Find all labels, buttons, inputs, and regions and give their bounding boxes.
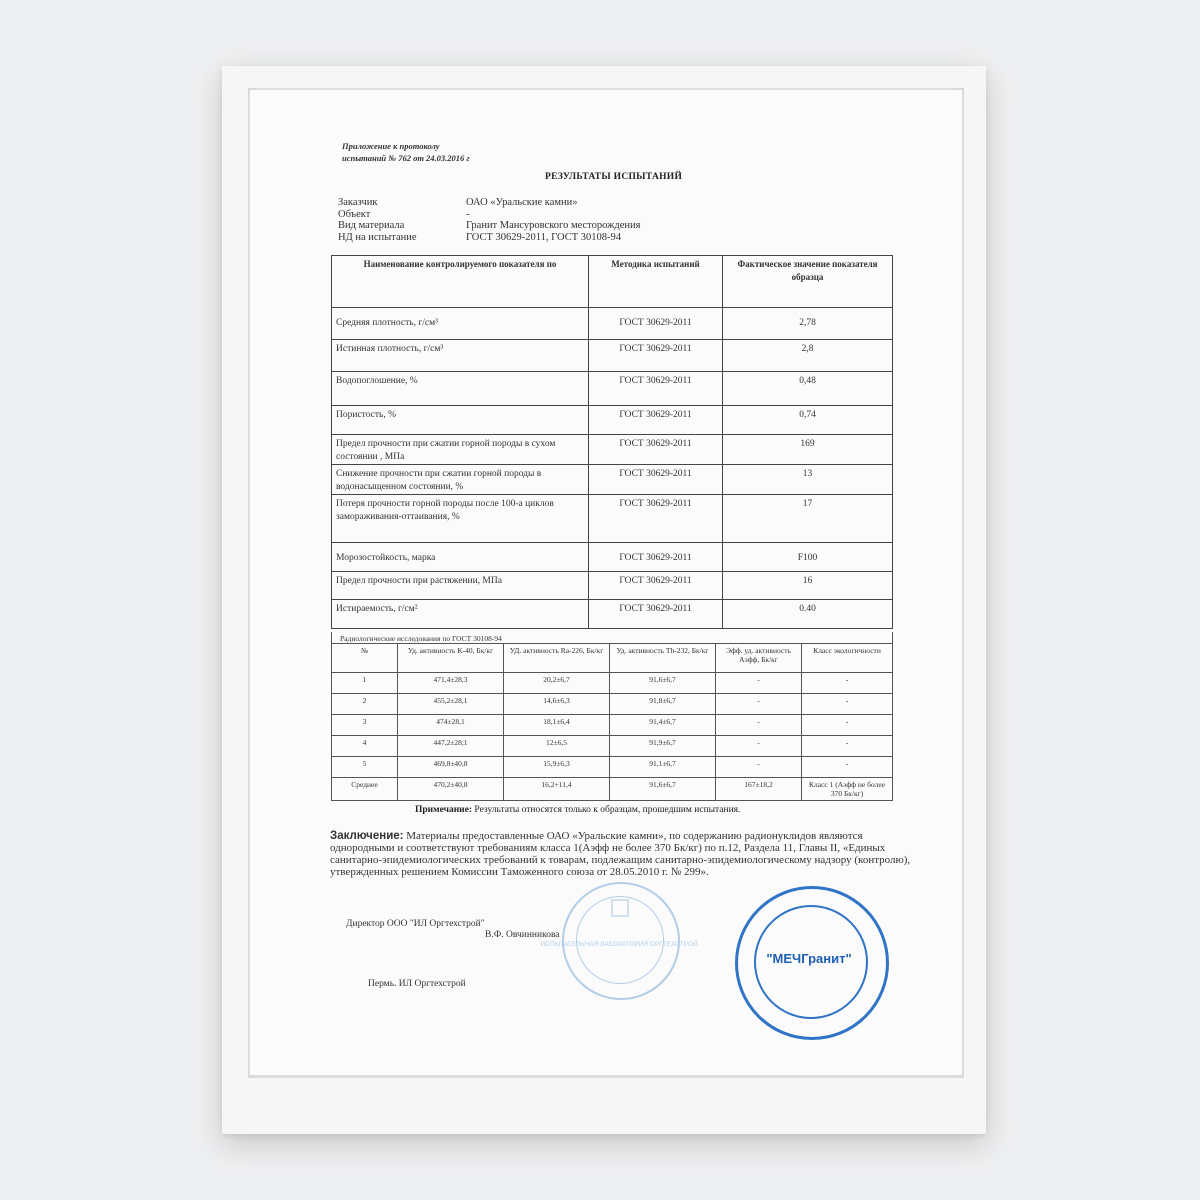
method-cell: ГОСТ 30629-2011 <box>589 572 723 600</box>
results-row <box>332 465 893 495</box>
document-title: РЕЗУЛЬТАТЫ ИСПЫТАНИЙ <box>545 172 683 182</box>
indicator-cell: Морозостойкость, марка <box>332 543 589 572</box>
radiology-cell: 474±28,1 <box>398 715 504 736</box>
radiology-cell: 91,9±6,7 <box>610 736 716 757</box>
value-cell: 2,8 <box>723 340 893 372</box>
radiology-header-cell: Класс экологичности <box>802 644 893 673</box>
conclusion <box>330 830 915 878</box>
radiology-cell: - <box>802 736 893 757</box>
appendix-line-2: испытаний № 762 от 24.03.2016 г <box>342 153 470 163</box>
method-cell: ГОСТ 30629-2011 <box>589 495 723 543</box>
indicator-cell: Истираемость, г/см² <box>332 600 589 629</box>
indicator-cell: Водопоглошение, % <box>332 372 589 406</box>
value-cell: 169 <box>723 435 893 465</box>
radiology-cell: 5 <box>332 757 398 778</box>
method-cell: ГОСТ 30629-2011 <box>589 435 723 465</box>
radiology-cell: - <box>802 757 893 778</box>
value-cell: 13 <box>723 465 893 495</box>
method-cell: ГОСТ 30629-2011 <box>589 372 723 406</box>
header-indicator: Наименование контролируемого показателя по <box>332 256 589 308</box>
method-cell: ГОСТ 30629-2011 <box>589 465 723 495</box>
radiology-cell: - <box>802 694 893 715</box>
radiology-row <box>332 694 893 715</box>
signature-name: В.Ф. Овчинникова <box>485 930 560 940</box>
radiology-cell: 3 <box>332 715 398 736</box>
signature-city: Пермь. ИЛ Оргтехстрой <box>368 979 466 989</box>
value-cell: 0,74 <box>723 406 893 435</box>
radiology-header-cell: Уд. активность Th-232, Бк/кг <box>610 644 716 673</box>
method-cell: ГОСТ 30629-2011 <box>589 308 723 340</box>
results-row <box>332 406 893 435</box>
value-cell: 17 <box>723 495 893 543</box>
info-value: Гранит Мансуровского месторождения <box>466 220 641 231</box>
info-value: ОАО «Уральские камни» <box>466 197 578 208</box>
radiology-cell: Среднее <box>332 778 398 801</box>
value-cell: 0.40 <box>723 600 893 629</box>
radiology-cell: 91,6±6,7 <box>610 778 716 801</box>
company-stamp <box>735 886 889 1040</box>
indicator-cell: Пористость, % <box>332 406 589 435</box>
radiology-cell: 16,2+11,4 <box>504 778 610 801</box>
info-label: Вид материала <box>338 220 405 231</box>
radiology-cell: - <box>716 757 802 778</box>
value-cell: F100 <box>723 543 893 572</box>
lab-stamp-emblem <box>540 882 698 996</box>
radiology-row <box>332 673 893 694</box>
info-row <box>338 232 640 244</box>
info-label: Заказчик <box>338 197 378 208</box>
document-page <box>250 90 962 1075</box>
results-row <box>332 340 893 372</box>
info-row <box>338 197 640 209</box>
radiology-cell: 2 <box>332 694 398 715</box>
radiology-row <box>332 778 893 801</box>
radiology-cell: - <box>802 715 893 736</box>
lab-stamp <box>540 882 698 1000</box>
radiology-row <box>332 715 893 736</box>
radiology-cell: - <box>716 715 802 736</box>
header-method: Методика испытаний <box>589 256 723 308</box>
radiology-cell: 15,9±6,3 <box>504 757 610 778</box>
note-text: Результаты относятся только к образцам, прошедшим испытания. <box>472 805 741 815</box>
note-label: Примечание: <box>415 805 473 815</box>
radiology-cell: 471,4±28,3 <box>398 673 504 694</box>
radiology-cell: Класс 1 (Аэфф не более 370 Бк/кг) <box>802 778 893 801</box>
radiology-header-cell: УД. активность Ra-226, Бк/кг <box>504 644 610 673</box>
method-cell: ГОСТ 30629-2011 <box>589 340 723 372</box>
radiology-header-cell: Эфф. уд. активность Аэфф, Бк/кг <box>716 644 802 673</box>
indicator-cell: Предел прочности при растяжении, МПа <box>332 572 589 600</box>
indicator-cell: Предел прочности при сжатии горной породы в сухом состоянии , МПа <box>332 435 589 465</box>
radiology-cell: 1 <box>332 673 398 694</box>
results-row <box>332 435 893 465</box>
results-row <box>332 543 893 572</box>
radiology-cell: - <box>716 736 802 757</box>
method-cell: ГОСТ 30629-2011 <box>589 543 723 572</box>
radiology-cell: 18,1±6,4 <box>504 715 610 736</box>
indicator-cell: Снижение прочности при сжатии горной породы в водонасыщенном состоянии, % <box>332 465 589 495</box>
radiology-header-row <box>332 644 893 673</box>
results-row <box>332 495 893 543</box>
radiology-cell: 20,2±6,7 <box>504 673 610 694</box>
radiology-cell: 469,8±40,8 <box>398 757 504 778</box>
radiology-row <box>332 736 893 757</box>
radiology-cell: 12±6,5 <box>504 736 610 757</box>
method-cell: ГОСТ 30629-2011 <box>589 406 723 435</box>
radiology-table <box>331 632 893 801</box>
radiology-cell: 14,6±6,3 <box>504 694 610 715</box>
info-label: НД на испытание <box>338 231 417 243</box>
value-cell: 0,48 <box>723 372 893 406</box>
radiology-cell: 91,8±6,7 <box>610 694 716 715</box>
info-block <box>338 197 640 243</box>
conclusion-label: Заключение: <box>330 830 404 842</box>
info-value: ГОСТ 30629-2011, ГОСТ 30108-94 <box>466 231 621 243</box>
radiology-header-cell: Уд. активность K-40, Бк/кг <box>398 644 504 673</box>
info-row <box>338 220 640 232</box>
company-stamp-label: "МЕЧГранит" <box>766 951 852 966</box>
appendix-line-1: Приложение к протоколу <box>342 141 440 151</box>
radiology-cell: 470,2±40,8 <box>398 778 504 801</box>
results-row <box>332 572 893 600</box>
radiology-header-cell: № <box>332 644 398 673</box>
radiology-cell: 167±18,2 <box>716 778 802 801</box>
radiology-cell: 4 <box>332 736 398 757</box>
info-value: - <box>466 208 470 220</box>
radiology-cell: 91,6±6,7 <box>610 673 716 694</box>
radiology-cell: - <box>802 673 893 694</box>
value-cell: 16 <box>723 572 893 600</box>
radiology-caption: Радиологические исследования по ГОСТ 30108-94 <box>332 632 893 644</box>
conclusion-text: Материалы предоставленные ОАО «Уральские камни», по содержанию радионуклидов являются однородными и соответствуют требованиям класса 1(Аэфф не более 370 Бк/кг) по п.12, Раздела 11, Главы II, «Единых санитарно-эпидемиологических требований к товарам, подлежащим санитарно-эпидемиологическому надзору (контролю), утвержденных решением Комиссии Таможенного союза от 28.05.2010 г. № 299». <box>330 830 911 878</box>
radiology-cell: - <box>716 673 802 694</box>
indicator-cell: Потеря прочности горной породы после 100-а циклов замораживания-оттаивания, % <box>332 495 589 543</box>
note <box>415 805 740 815</box>
results-row <box>332 308 893 340</box>
radiology-cell: 455,2±28,1 <box>398 694 504 715</box>
info-row <box>338 209 640 221</box>
method-cell: ГОСТ 30629-2011 <box>589 600 723 629</box>
info-label: Объект <box>338 208 371 220</box>
radiology-cell: - <box>716 694 802 715</box>
lab-stamp-text: ИСПЫТАТЕЛЬНАЯ ЛАБОРАТОРИЯ ОРГТЕХСТРОЙ <box>540 941 698 948</box>
radiology-row <box>332 757 893 778</box>
results-row <box>332 600 893 629</box>
radiology-cell: 91,4±6,7 <box>610 715 716 736</box>
value-cell: 2,78 <box>723 308 893 340</box>
signature-title: Директор ООО "ИЛ Оргтехстрой" <box>346 919 485 929</box>
results-table <box>331 255 893 629</box>
results-row <box>332 372 893 406</box>
radiology-cell: 447,2±28,1 <box>398 736 504 757</box>
header-value: Фактическое значение показателя образца <box>723 256 893 308</box>
radiology-cell: 91,1±6,7 <box>610 757 716 778</box>
indicator-cell: Истинная плотность, г/см³ <box>332 340 589 372</box>
indicator-cell: Средняя плотность, г/см³ <box>332 308 589 340</box>
